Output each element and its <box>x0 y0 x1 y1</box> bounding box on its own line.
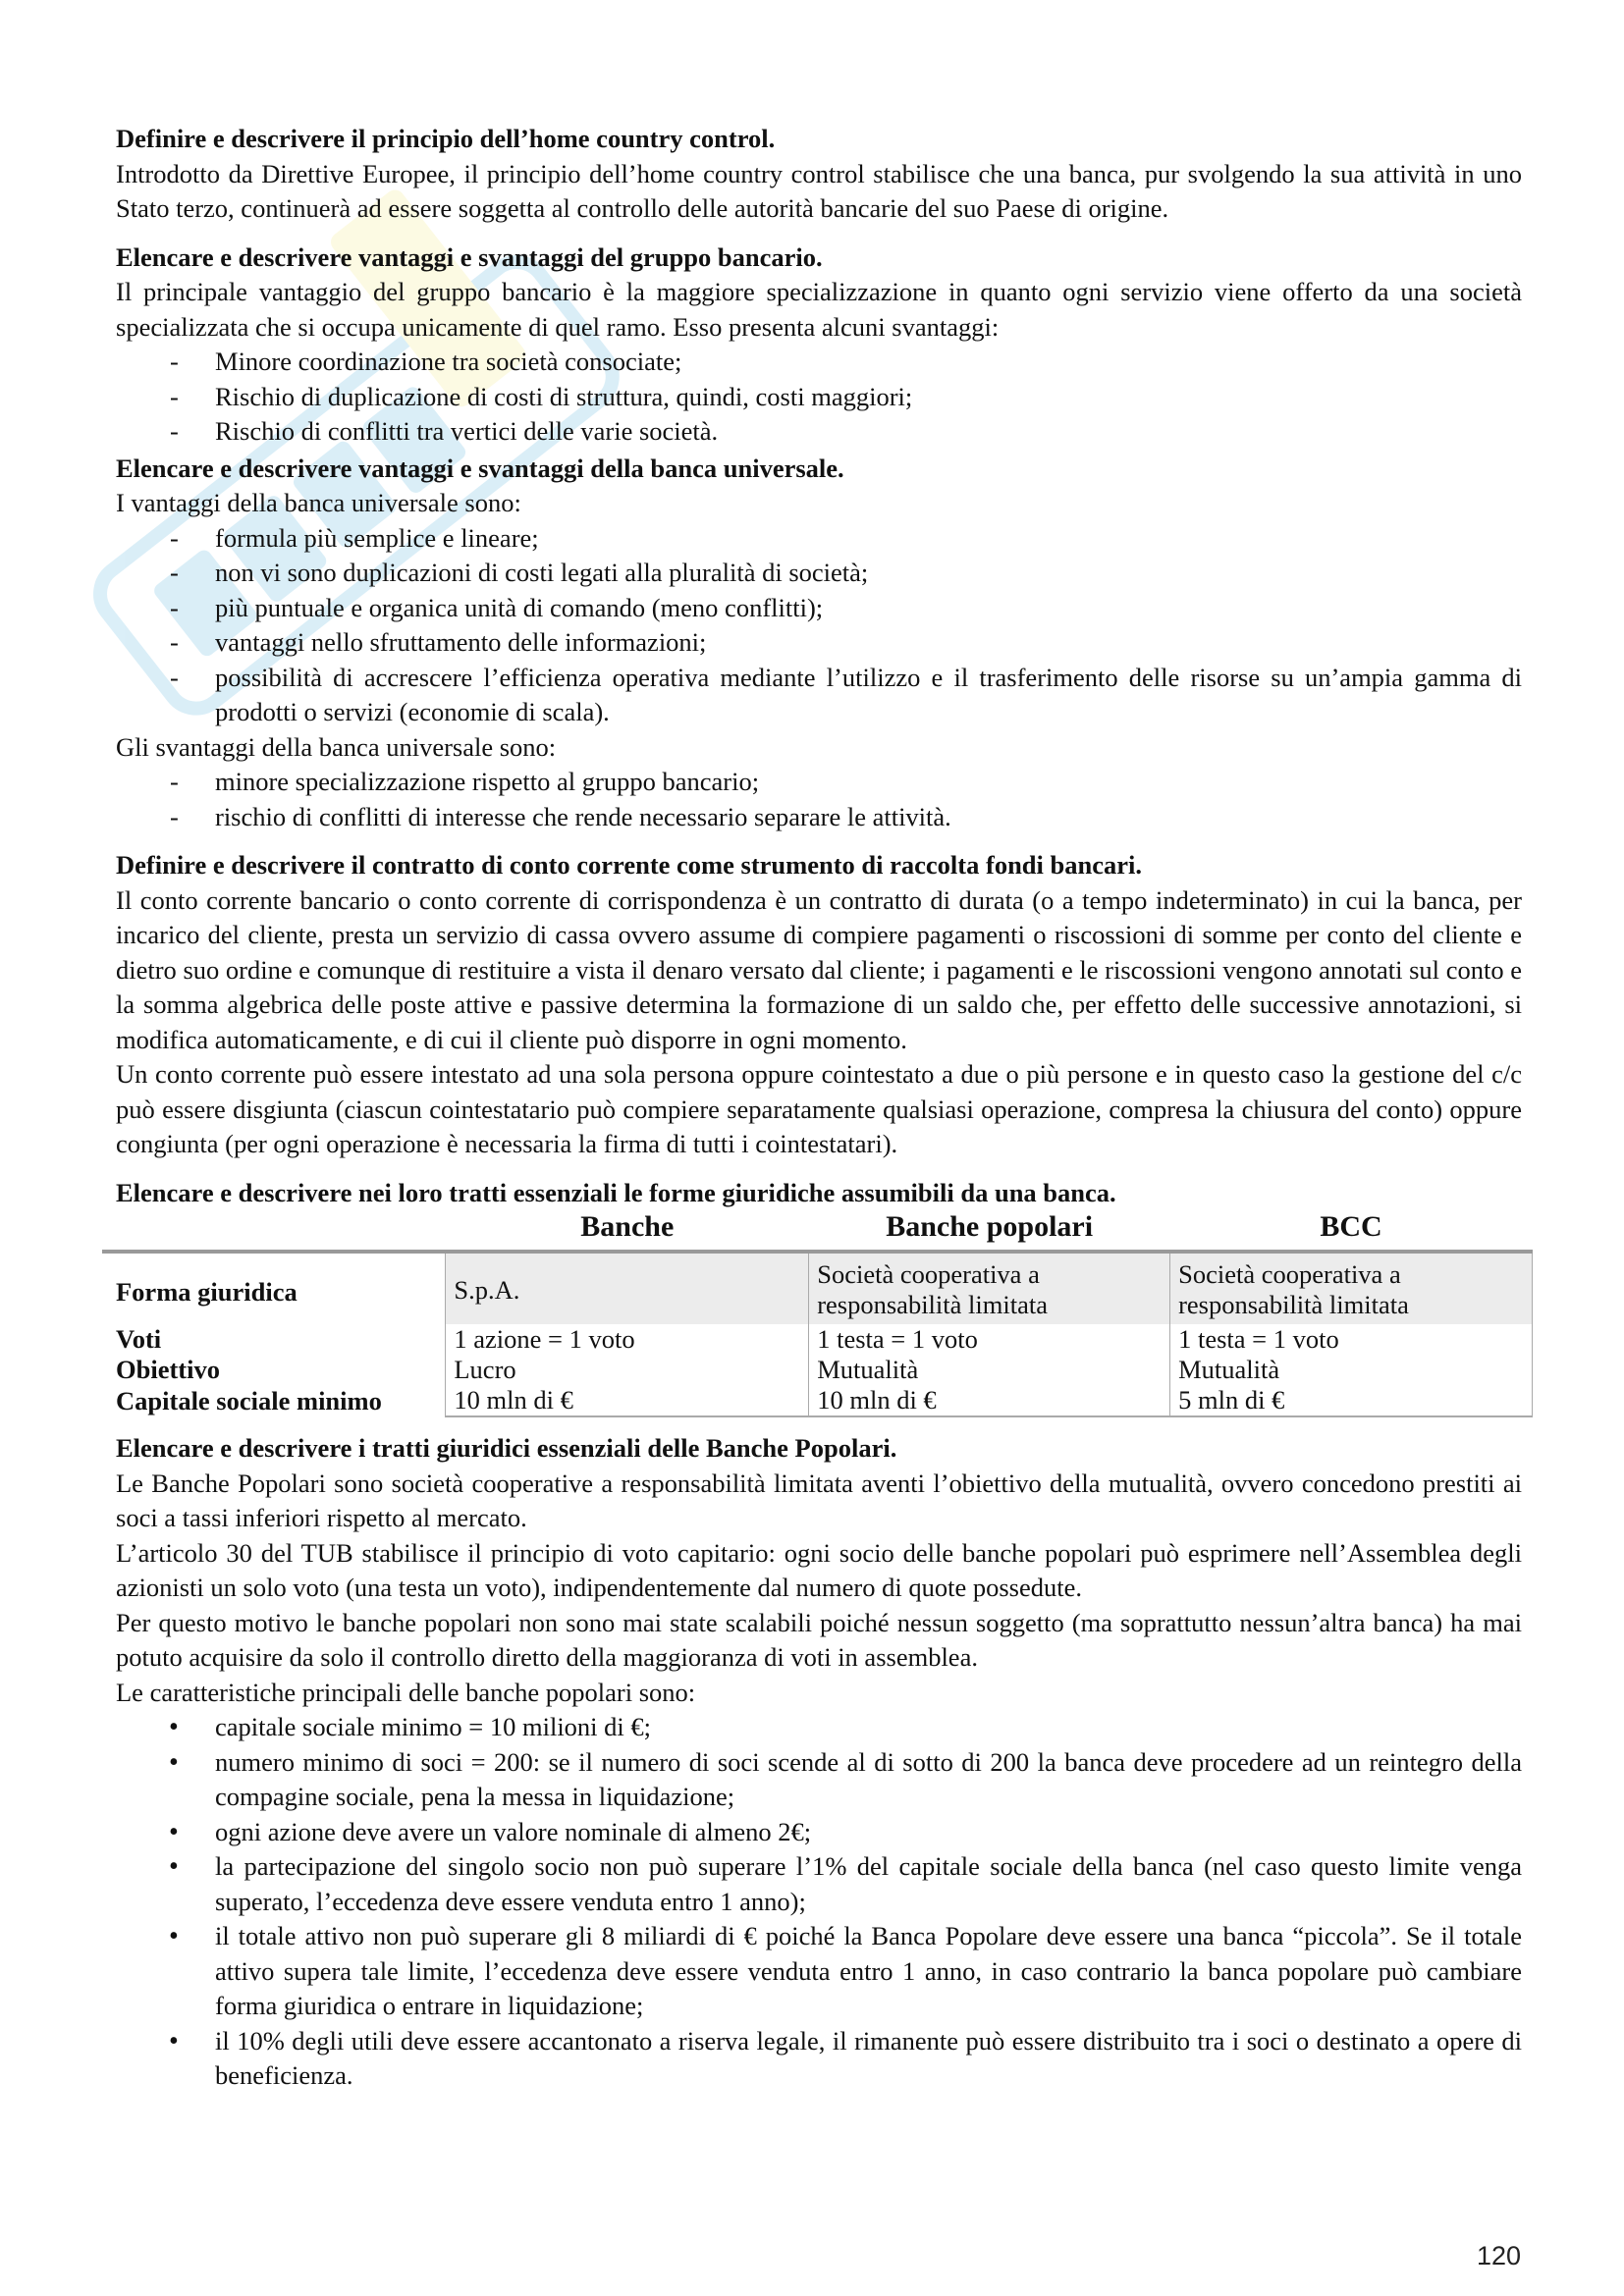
vantaggi-list <box>116 521 1522 730</box>
table-row <box>102 1252 1533 1324</box>
paragraph: I vantaggi della banca universale sono: <box>116 488 521 517</box>
row-label: Capitale sociale minimo <box>116 1385 382 1415</box>
section-heading: Elencare e descrivere vantaggi e svantaggi della banca universale. <box>116 453 844 483</box>
section-conto-corrente <box>116 848 1522 1162</box>
table-header: Banche popolari <box>886 1210 1094 1243</box>
list-item: - possibilità di accrescere l’efficienza operativa mediante l’utilizzo e il trasferimento delle risorse su un’ampia gamma di prodotti o servizi (economie di scala). <box>116 661 1522 730</box>
table-cell: S.p.A. <box>446 1252 809 1324</box>
table-cell: Mutualità <box>1170 1355 1533 1385</box>
list-item: - Rischio di duplicazione di costi di struttura, quindi, costi maggiori; <box>116 380 1522 415</box>
paragraph: Introdotto da Direttive Europee, il principio dell’home country control stabilisce che una banca, pur svolgendo la sua attività in uno Stato terzo, continuerà ad essere soggetta al controllo delle autorità bancarie del suo Paese di origine. <box>116 158 1522 223</box>
table-cell: 10 mln di € <box>809 1385 1170 1416</box>
paragraph: Gli svantaggi della banca universale sono: <box>116 731 557 762</box>
table-cell: 10 mln di € <box>446 1385 809 1416</box>
section-heading: Elencare e descrivere vantaggi e svantaggi del gruppo bancario. <box>116 241 823 272</box>
table-cell: 5 mln di € <box>1170 1385 1533 1416</box>
svantaggi-list <box>116 345 1522 450</box>
section-banca-universale <box>116 452 1522 835</box>
list-item: • capitale sociale minimo = 10 milioni di €; <box>116 1710 1522 1745</box>
table-row <box>102 1324 1533 1355</box>
section-home-country-control <box>116 122 1522 227</box>
paragraph: Le caratteristiche principali delle banche popolari sono: <box>116 1677 696 1707</box>
row-label: Forma giuridica <box>102 1252 446 1324</box>
row-label: Obiettivo <box>116 1355 220 1384</box>
list-item: • il 10% degli utili deve essere accantonato a riserva legale, il rimanente può essere distribuito tra i soci o destinato a opere di beneficienza. <box>116 2024 1522 2094</box>
paragraph: Il principale vantaggio del gruppo bancario è la maggiore specializzazione in quanto ogni servizio viene offerto da una società specializzata che si occupa unicamente di quel ramo. Esso presenta alcuni svantaggi: <box>116 277 1522 342</box>
list-item: • il totale attivo non può superare gli 8 miliardi di € poiché la Banca Popolare deve essere una banca “piccola”. Se il totale attivo supera tale limite, l’eccedenza deve essere venduta entro 1 anno, in caso contrario la banca popolare può cambiare forma giuridica o entrare in liquidazione; <box>116 1919 1522 2024</box>
svantaggi-list <box>116 765 1522 834</box>
caratteristiche-list <box>116 1710 1522 2094</box>
list-item: • la partecipazione del singolo socio non può superare l’1% del capitale sociale della banca (nel caso questo limite venga superato, l’eccedenza deve essere venduta entro 1 anno); <box>116 1849 1522 1919</box>
list-item: - Rischio di conflitti tra vertici delle varie società. <box>116 414 1522 450</box>
list-item: - vantaggi nello sfruttamento delle informazioni; <box>116 625 1522 661</box>
section-heading: Definire e descrivere il principio dell’home country control. <box>116 124 776 153</box>
paragraph: Un conto corrente può essere intestato ad una sola persona oppure cointestato a due o più persone e in questo caso la gestione del c/c può essere disgiunta (ciascun cointestatario può compiere separatamente qualsiasi operazione, compresa la chiusura del conto) oppure congiunta (per ogni operazione è necessaria la firma di tutti i cointestatari). <box>116 1059 1522 1158</box>
table-header: Banche <box>580 1210 675 1243</box>
list-item: - rischio di conflitti di interesse che rende necessario separare le attività. <box>116 800 1522 835</box>
table-row <box>102 1355 1533 1385</box>
list-item: - più puntuale e organica unità di comando (meno conflitti); <box>116 591 1522 626</box>
document-page <box>116 122 1522 2108</box>
section-heading: Definire e descrivere il contratto di conto corrente come strumento di raccolta fondi bancari. <box>116 850 1143 880</box>
section-banche-popolari <box>116 1431 1522 2094</box>
list-item: - minore specializzazione rispetto al gruppo bancario; <box>116 765 1522 800</box>
section-forme-giuridiche <box>116 1176 1522 1418</box>
paragraph: Il conto corrente bancario o conto corrente di corrispondenza è un contratto di durata (o a tempo indeterminato) in cui la banca, per incarico del cliente, presta un servizio di cassa ovvero assume di compiere pagamenti o riscossioni di somme per conto del cliente e dietro suo ordine e comunque di restituire a vista il denaro versato dal cliente; i pagamenti e le riscossioni vengono annotati sul conto e la somma algebrica delle poste attive e passive determina la formazione di un saldo che, per effetto delle successive annotazioni, si modifica automaticamente, e di cui il cliente può disporre in ogni momento. <box>116 884 1522 1054</box>
page-number: 120 <box>1476 2241 1521 2270</box>
table-header: BCC <box>1320 1210 1382 1243</box>
forme-giuridiche-table <box>102 1210 1533 1417</box>
table-cell: Società cooperativa a responsabilità limitata <box>1170 1252 1533 1324</box>
table-cell: 1 testa = 1 voto <box>809 1324 1170 1355</box>
paragraph: L’articolo 30 del TUB stabilisce il principio di voto capitario: ogni socio delle banche popolari può esprimere nell’Assemblea degli azionisti un solo voto (una testa un voto), indipendentemente dal numero di quote possedute. <box>116 1537 1522 1602</box>
paragraph: Le Banche Popolari sono società cooperative a responsabilità limitata aventi l’obiettivo della mutualità, ovvero concedono prestiti ai soci a tassi inferiori rispetto al mercato. <box>116 1468 1522 1532</box>
list-item: - formula più semplice e lineare; <box>116 521 1522 557</box>
list-item: • numero minimo di soci = 200: se il numero di soci scende al di sotto di 200 la banca deve procedere ad un reintegro della compagine sociale, pena la messa in liquidazione; <box>116 1745 1522 1815</box>
table-cell: 1 testa = 1 voto <box>1170 1324 1533 1355</box>
section-gruppo-bancario <box>116 240 1522 450</box>
table-cell: Lucro <box>446 1355 809 1385</box>
table-cell: 1 azione = 1 voto <box>446 1324 809 1355</box>
paragraph: Per questo motivo le banche popolari non sono mai state scalabili poiché nessun soggetto (ma soprattutto nessun’altra banca) ha mai potuto acquisire da solo il controllo diretto della maggioranza di voti in assemblea. <box>116 1607 1522 1672</box>
table-cell: Mutualità <box>809 1355 1170 1385</box>
table-header <box>102 1210 446 1252</box>
section-heading: Elencare e descrivere nei loro tratti essenziali le forme giuridiche assumibili da una banca. <box>116 1177 1116 1207</box>
table-row <box>102 1385 1533 1416</box>
table-cell: Società cooperativa a responsabilità limitata <box>809 1252 1170 1324</box>
list-item: - Minore coordinazione tra società consociate; <box>116 345 1522 380</box>
row-label: Voti <box>116 1324 162 1354</box>
section-heading: Elencare e descrivere i tratti giuridici essenziali delle Banche Popolari. <box>116 1433 897 1463</box>
list-item: • ogni azione deve avere un valore nominale di almeno 2€; <box>116 1815 1522 1850</box>
list-item: - non vi sono duplicazioni di costi legati alla pluralità di società; <box>116 556 1522 591</box>
